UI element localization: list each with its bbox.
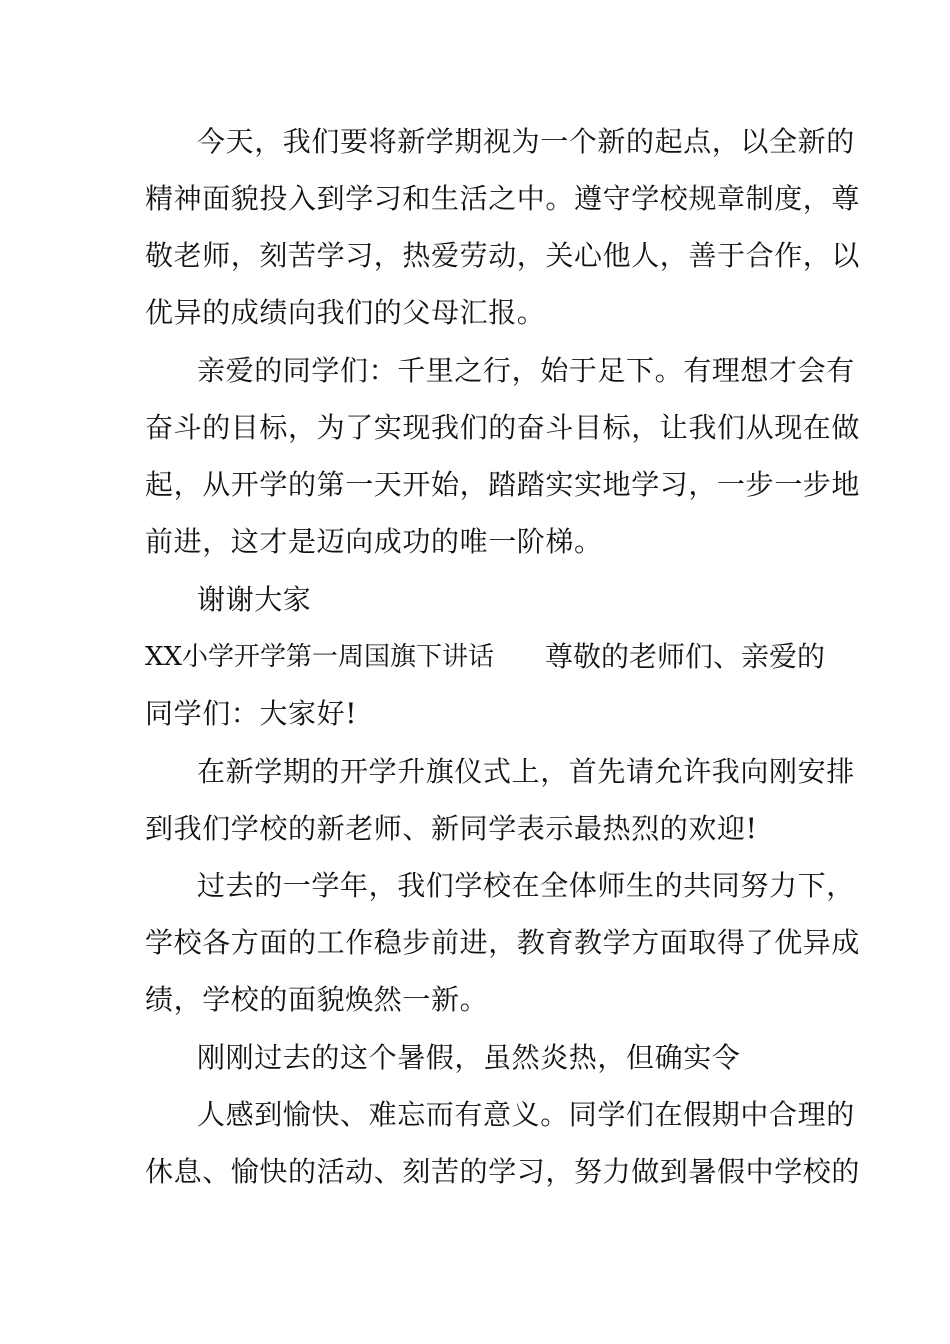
paragraph-line: 起，从开学的第一天开始，踏踏实实地学习，一步一步地 bbox=[145, 468, 861, 501]
paragraph-line: 亲爱的同学们：千里之行，始于足下。有理想才会有 bbox=[197, 354, 855, 387]
paragraph-line: 敬老师，刻苦学习，热爱劳动，关心他人，善于合作，以 bbox=[145, 239, 861, 272]
section-title: XX小学开学第一周国旗下讲话 bbox=[145, 642, 495, 672]
paragraph-line: 在新学期的开学升旗仪式上，首先请允许我向刚安排 bbox=[197, 755, 855, 788]
greeting-line-start: 尊敬的老师们、亲爱的 bbox=[545, 640, 826, 673]
paragraph-line: 优异的成绩向我们的父母汇报。 bbox=[145, 296, 546, 329]
paragraph-line: 休息、愉快的活动、刻苦的学习，努力做到暑假中学校的 bbox=[145, 1155, 861, 1188]
paragraph-line: 奋斗的目标，为了实现我们的奋斗目标，让我们从现在做 bbox=[145, 411, 861, 444]
greeting-line: 同学们：大家好! bbox=[145, 697, 358, 730]
paragraph-line: 前进，这才是迈向成功的唯一阶梯。 bbox=[145, 525, 603, 558]
paragraph-line: 人感到愉快、难忘而有意义。同学们在假期中合理的 bbox=[197, 1098, 855, 1131]
paragraph-line: 精神面貌投入到学习和生活之中。遵守学校规章制度，尊 bbox=[145, 182, 861, 215]
paragraph-line: 绩，学校的面貌焕然一新。 bbox=[145, 983, 489, 1016]
paragraph-line: 到我们学校的新老师、新同学表示最热烈的欢迎! bbox=[145, 812, 758, 845]
paragraph-line: 刚刚过去的这个暑假，虽然炎热，但确实令 bbox=[197, 1041, 741, 1074]
paragraph-line: 过去的一学年，我们学校在全体师生的共同努力下， bbox=[197, 869, 855, 902]
paragraph-line: 今天，我们要将新学期视为一个新的起点，以全新的 bbox=[197, 125, 855, 158]
paragraph-line: 学校各方面的工作稳步前进，教育教学方面取得了优异成 bbox=[145, 926, 861, 959]
closing-line: 谢谢大家 bbox=[197, 583, 312, 616]
